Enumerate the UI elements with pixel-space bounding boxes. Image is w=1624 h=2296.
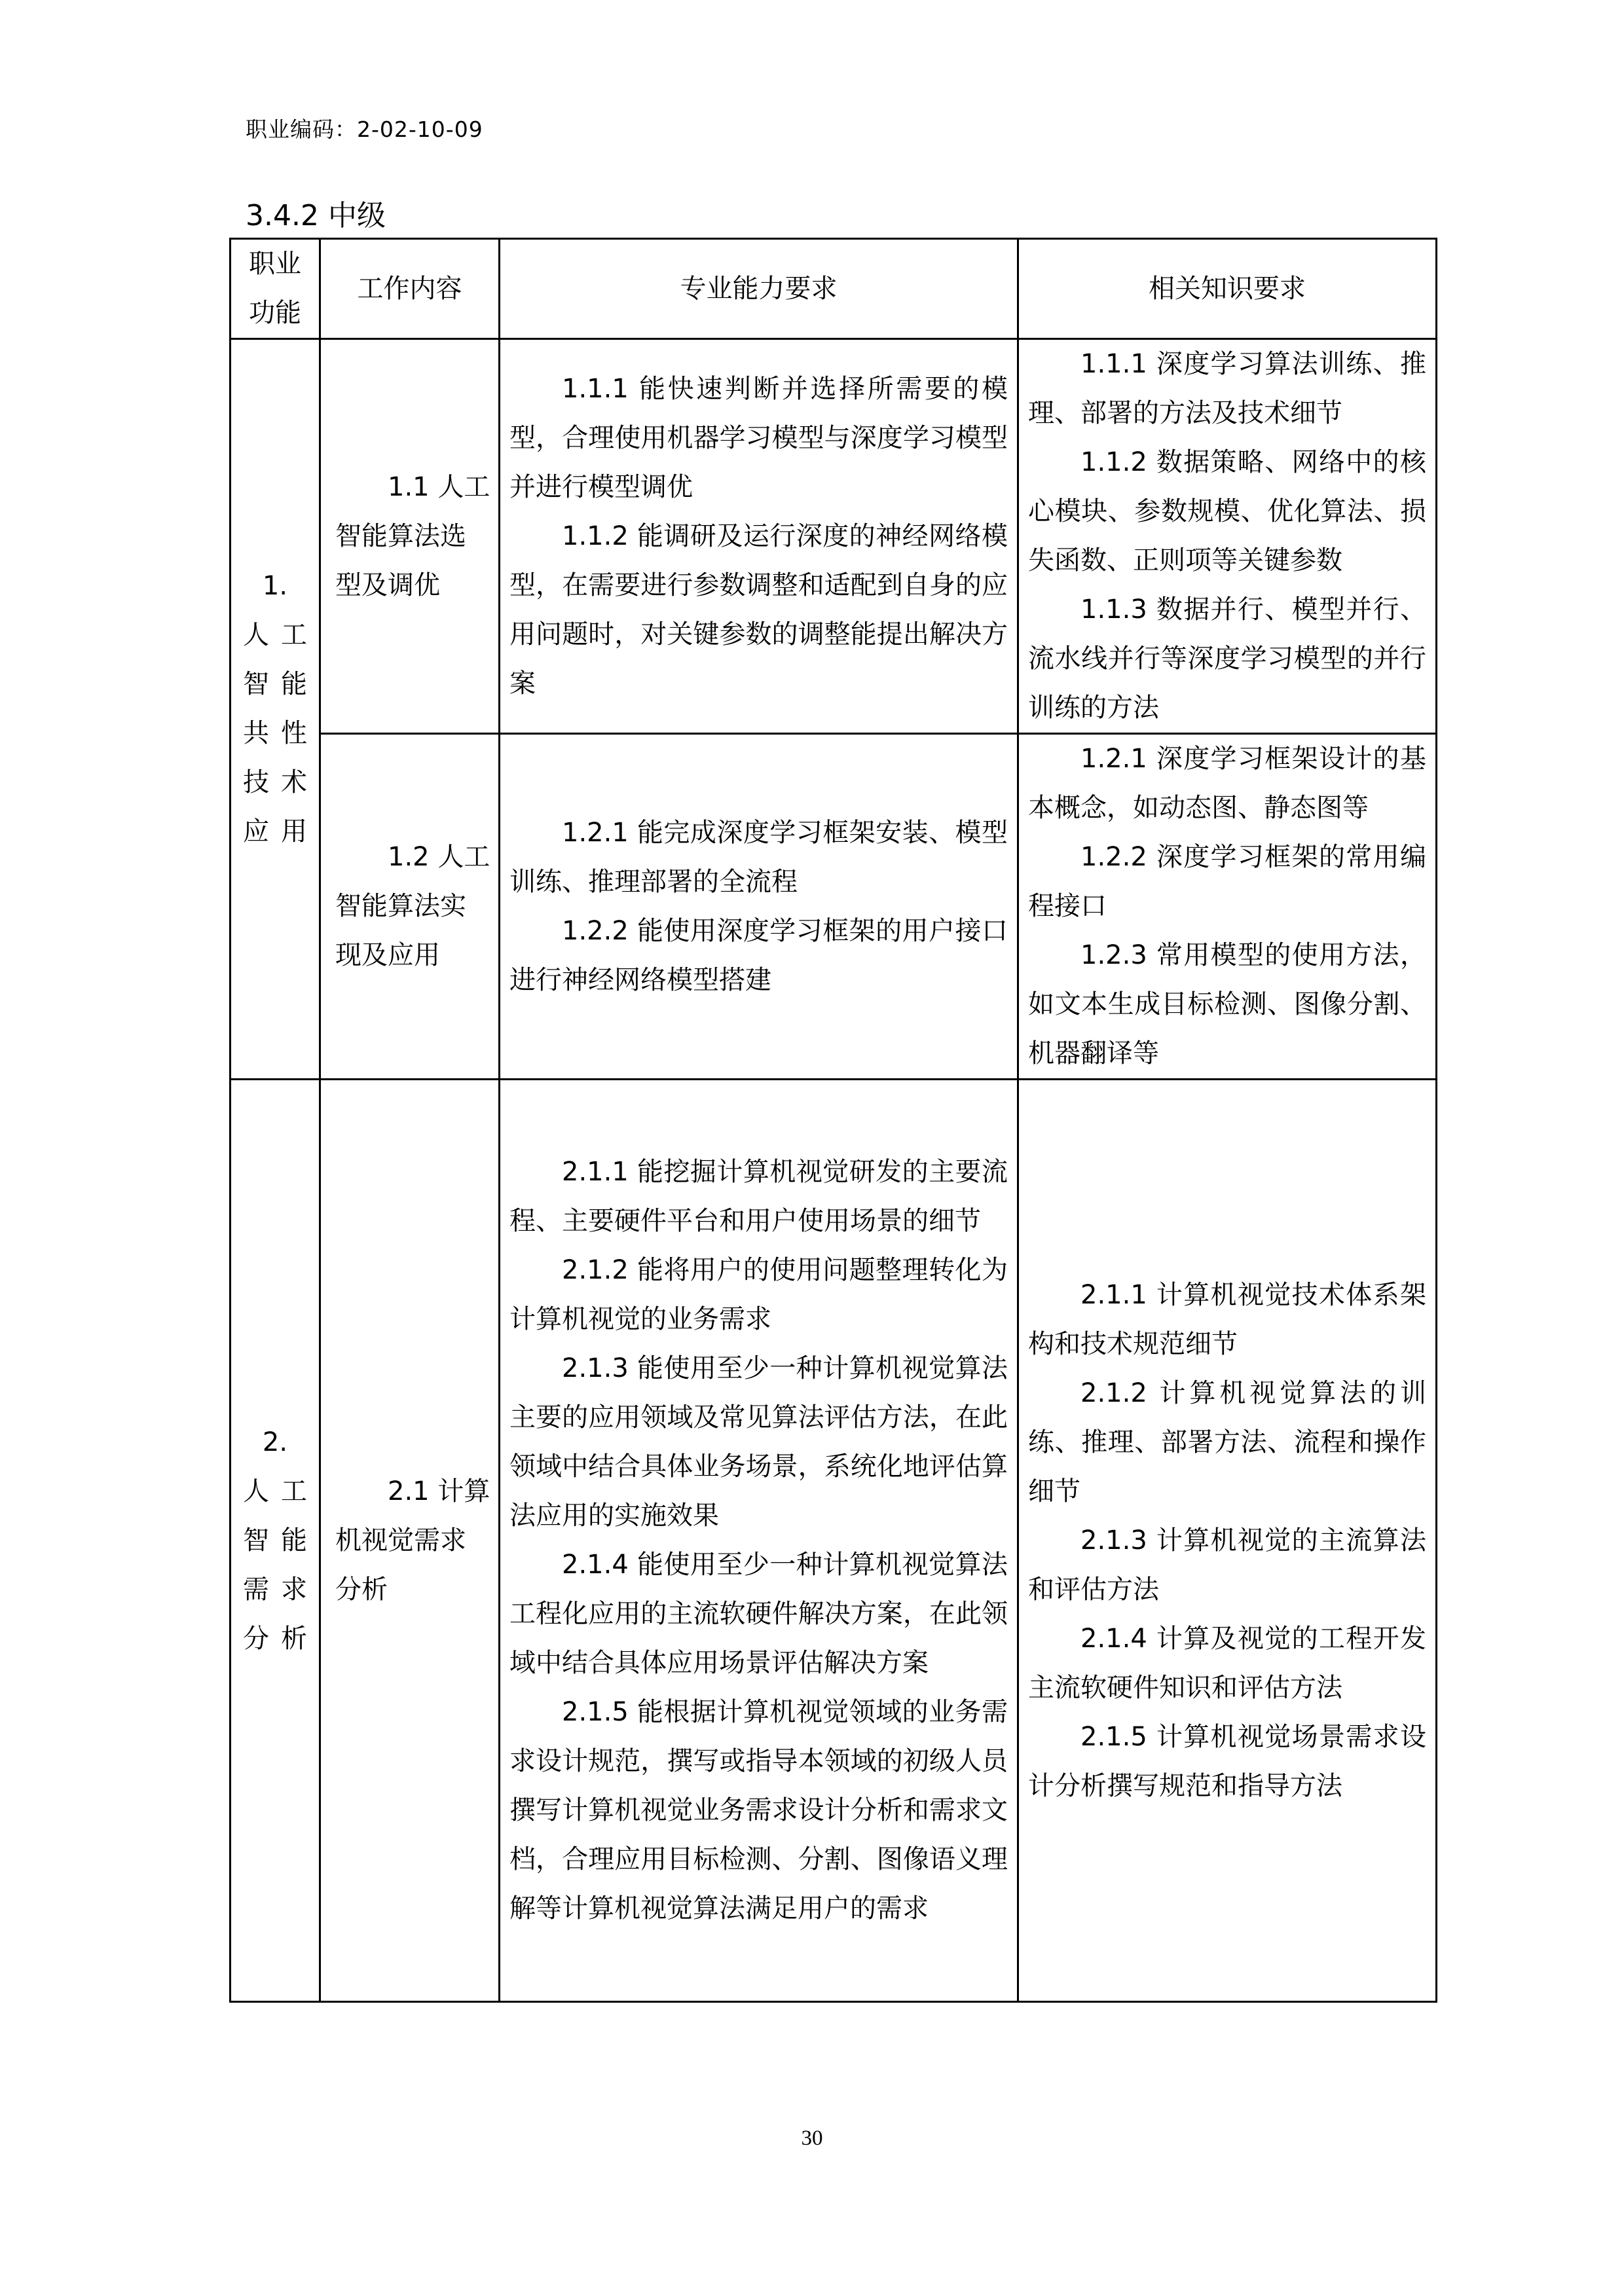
ability-item: 1.1.2 能调研及运行深度的神经网络模型，在需要进行参数调整和适配到自身的应用问题时，对关键参数的调整能提出解决方案 <box>509 520 1008 699</box>
knowledge-item: 2.1.4 计算及视觉的工程开发主流软硬件知识和评估方法 <box>1028 1623 1426 1703</box>
work-content-cell <box>320 339 500 734</box>
function-cell-2 <box>231 1080 320 2002</box>
ability-item: 1.2.1 能完成深度学习框架安装、模型训练、推理部署的全流程 <box>509 817 1008 897</box>
table-row <box>231 1080 1437 2002</box>
ability-item: 2.1.2 能将用户的使用问题整理转化为计算机视觉的业务需求 <box>509 1255 1008 1334</box>
header-ability: 专业能力要求 <box>500 239 1018 339</box>
ability-item: 2.1.1 能挖掘计算机视觉研发的主要流程、主要硬件平台和用户使用场景的细节 <box>509 1157 1008 1236</box>
ability-cell <box>500 1080 1018 2002</box>
function-number: 1. <box>262 571 288 601</box>
knowledge-item: 2.1.1 计算机视觉技术体系架构和技术规范细节 <box>1028 1279 1426 1359</box>
ability-item: 1.1.1 能快速判断并选择所需要的模型，合理使用机器学习模型与深度学习模型并进行模型调优 <box>509 373 1008 502</box>
table-header-row <box>231 239 1437 339</box>
function-name-part: 分析 <box>243 1623 319 1654</box>
function-name-part: 需求 <box>243 1574 319 1605</box>
ability-item: 2.1.3 能使用至少一种计算机视觉算法主要的应用领域及常见算法评估方法，在此领域中结合具体业务场景，系统化地评估算法应用的实施效果 <box>509 1353 1008 1531</box>
work-content-rest: 智能算法选型及调优 <box>335 520 466 600</box>
table-row <box>231 734 1437 1080</box>
ability-cell <box>500 734 1018 1080</box>
function-name-part: 应用 <box>243 816 319 847</box>
work-content-cell <box>320 1080 500 2002</box>
requirements-table <box>229 238 1437 2003</box>
header-function-line1: 职业 <box>249 249 301 279</box>
function-name-part: 人工 <box>243 1476 319 1506</box>
knowledge-cell <box>1018 1080 1437 2002</box>
header-function <box>231 239 320 339</box>
knowledge-item: 1.2.3 常用模型的使用方法，如文本生成目标检测、图像分割、机器翻译等 <box>1028 940 1426 1068</box>
ability-cell <box>500 339 1018 734</box>
knowledge-cell <box>1018 339 1437 734</box>
ability-item: 2.1.4 能使用至少一种计算机视觉算法工程化应用的主流软硬件解决方案，在此领域中结合具体应用场景评估解决方案 <box>509 1550 1008 1678</box>
work-content-title: 1.2 人工 <box>388 842 490 872</box>
knowledge-item: 1.1.2 数据策略、网络中的核心模块、参数规模、优化算法、损失函数、正则项等关键参数 <box>1028 447 1426 575</box>
knowledge-item: 1.2.2 深度学习框架的常用编程接口 <box>1028 842 1426 921</box>
page-number: 30 <box>801 2126 823 2150</box>
function-name-part: 人工 <box>243 620 319 650</box>
function-name-part: 技术 <box>243 767 319 797</box>
function-name-part: 共性 <box>243 718 319 748</box>
knowledge-item: 2.1.3 计算机视觉的主流算法和评估方法 <box>1028 1525 1426 1605</box>
knowledge-item: 1.2.1 深度学习框架设计的基本概念，如动态图、静态图等 <box>1028 744 1426 823</box>
knowledge-item: 2.1.2 计算机视觉算法的训练、推理、部署方法、流程和操作细节 <box>1028 1377 1426 1506</box>
occupation-code: 职业编码：2-02-10-09 <box>246 117 483 142</box>
work-content-rest: 机视觉需求分析 <box>335 1525 466 1605</box>
knowledge-cell <box>1018 734 1437 1080</box>
table-row <box>231 339 1437 734</box>
knowledge-item: 2.1.5 计算机视觉场景需求设计分析撰写规范和指导方法 <box>1028 1721 1426 1801</box>
section-title: 3.4.2 中级 <box>246 199 386 232</box>
knowledge-item: 1.1.3 数据并行、模型并行、流水线并行等深度学习模型的并行训练的方法 <box>1028 594 1426 723</box>
work-content-rest: 智能算法实现及应用 <box>335 891 466 970</box>
function-name-part: 智能 <box>243 1525 319 1556</box>
header-function-line2: 功能 <box>249 298 301 328</box>
ability-item: 2.1.5 能根据计算机视觉领域的业务需求设计规范，撰写或指导本领域的初级人员撰写计算机视觉业务需求设计分析和需求文档，合理应用目标检测、分割、图像语义理解等计算机视觉算法满足用户的需求 <box>509 1697 1008 1923</box>
function-number: 2. <box>262 1427 288 1457</box>
header-knowledge: 相关知识要求 <box>1018 239 1437 339</box>
function-name-part: 智能 <box>243 669 319 699</box>
header-work-content: 工作内容 <box>320 239 500 339</box>
work-content-cell <box>320 734 500 1080</box>
knowledge-item: 1.1.1 深度学习算法训练、推理、部署的方法及技术细节 <box>1028 349 1426 428</box>
work-content-title: 2.1 计算 <box>388 1476 490 1506</box>
work-content-title: 1.1 人工 <box>388 471 490 502</box>
function-cell-1 <box>231 339 320 1080</box>
ability-item: 1.2.2 能使用深度学习框架的用户接口进行神经网络模型搭建 <box>509 915 1008 995</box>
